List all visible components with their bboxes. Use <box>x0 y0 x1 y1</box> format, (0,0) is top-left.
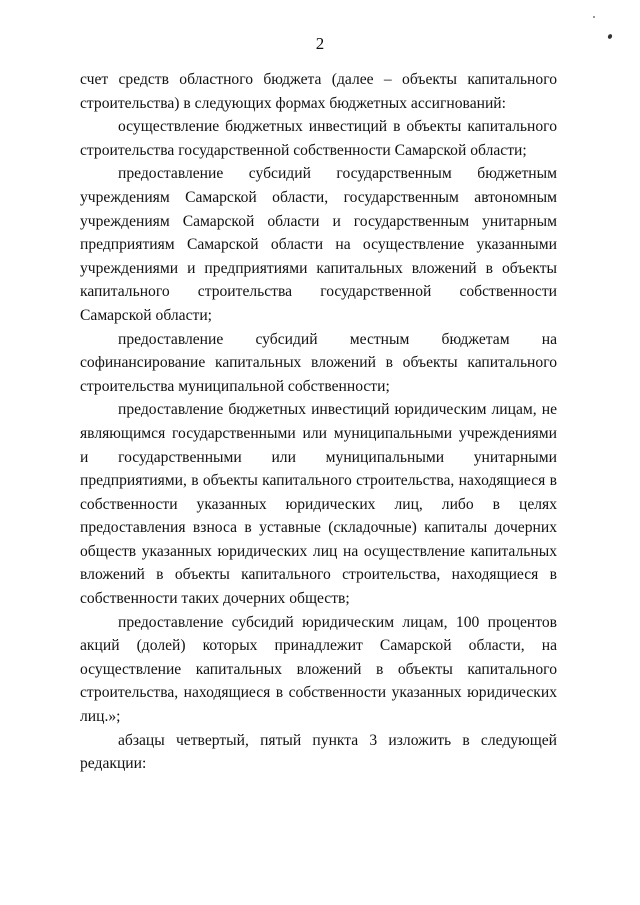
paragraph-amendment-instruction: абзацы четвертый, пятый пункта 3 изложить в следующей редакции: <box>80 731 557 773</box>
scan-speck <box>593 16 595 18</box>
page-number: 2 <box>315 34 325 53</box>
document-body <box>80 68 557 776</box>
paragraph-investments-legal-entities: предоставление бюджетных инвестиций юридическим лицам, не являющимся государственными или муниципальными учреждениями и государственными или муниципальными унитарными предприятиями, в объекты капитального строительства, находящиеся в собственности указанных юридических лиц, либо в целях предоставления взноса в уставные (складочные) капиталы дочерних обществ указанных юридических лиц на осуществление капитальных вложений в объекты капитального строительства, находящиеся в собственности таких дочерних обществ; <box>80 401 557 608</box>
paragraph-subsidies-local-budgets: предоставление субсидий местным бюджетам на софинансирование капитальных вложений в объекты капитального строительства муниципальной собственности; <box>80 330 557 395</box>
paragraph-continuation: счет средств областного бюджета (далее – объекты капитального строительства) в следующих формах бюджетных ассигнований: <box>80 71 557 112</box>
paragraph-subsidies-institutions: предоставление субсидий государственным бюджетным учреждениям Самарской области, государственным автономным учреждениям Самарской области и государственным унитарным предприятиям Самарской области на осуществление указанными учреждениями и предприятиями капитальных вложений в объекты капитального строительства государственной собственности Самарской области; <box>80 165 557 324</box>
paragraph-budget-investments: осуществление бюджетных инвестиций в объекты капитального строительства государственной собственности Самарской области; <box>80 118 557 159</box>
paragraph-subsidies-legal-entities: предоставление субсидий юридическим лицам, 100 процентов акций (долей) которых принадлежит Самарской области, на осуществление капитальных вложений в объекты капитального строительства, находящиеся в собственности указанных юридических лиц.»; <box>80 613 557 726</box>
